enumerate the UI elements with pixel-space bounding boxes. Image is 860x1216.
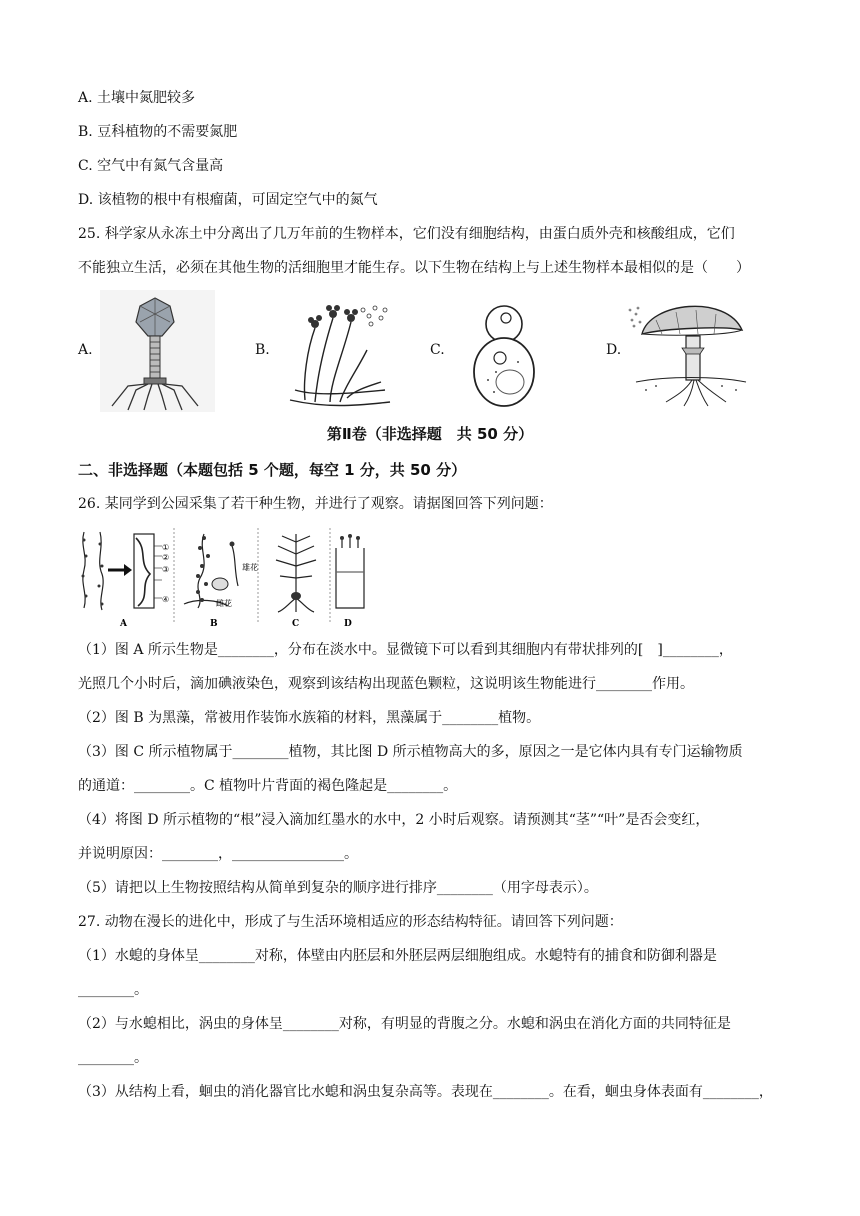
q26-s4-line2: 并说明原因：________，________________。 <box>78 846 358 862</box>
figure-number-4: ④ <box>162 595 170 604</box>
option-d: D. 该植物的根中有根瘤菌，可固定空气中的氮气 <box>78 192 378 208</box>
option-a: A. 土壤中氮肥较多 <box>78 90 196 106</box>
mold-icon <box>285 290 395 412</box>
mushroom-icon <box>626 290 754 408</box>
q25-label-c: C. <box>430 342 445 358</box>
fern-icon <box>276 534 316 612</box>
figure-text-female-flower: 雌花 <box>216 599 232 608</box>
figure-number-2: ② <box>162 553 170 562</box>
option-b: B. 豆科植物的不需要氮肥 <box>78 124 238 140</box>
q27-s3: （3）从结构上看，蛔虫的消化器官比水螅和涡虫复杂高等。表现在________。在看，蛔虫身体表面有________， <box>78 1084 773 1100</box>
q26-figure <box>78 526 368 630</box>
figure-label-d: D <box>344 619 352 629</box>
q26-s4-line1: （4）将图 D 所示植物的“根”浸入滴加红墨水的水中，2 小时后观察。请预测其“茎”“叶”是否会变红， <box>78 812 710 828</box>
q26-s3-line2: 的通道：________。C 植物叶片背面的褐色隆起是________。 <box>78 778 458 794</box>
q25-label-b: B. <box>255 342 270 358</box>
q26-s2: （2）图 B 为黑藻，常被用作装饰水族箱的材料，黑藻属于________植物。 <box>78 710 541 726</box>
section2-title: 第Ⅱ卷（非选择题 共 50 分） <box>326 425 534 443</box>
q27-s1-line1: （1）水螅的身体呈________对称，体壁由内胚层和外胚层两层细胞组成。水螅特有的捕食和防御利器是 <box>78 948 717 964</box>
q26-s3-line1: （3）图 C 所示植物属于________植物，其比图 D 所示植物高大的多，原因之一是它体内具有专门运输物质 <box>78 744 743 760</box>
q26-s1-line2: 光照几个小时后，滴加碘液染色，观察到该结构出现蓝色颗粒，这说明该生物能进行________作用。 <box>78 676 694 692</box>
bacteriophage-icon <box>100 290 215 412</box>
figure-label-a: A <box>120 619 127 629</box>
q27-intro: 27. 动物在漫长的进化中，形成了与生活环境相适应的形态结构特征。请回答下列问题： <box>78 914 623 930</box>
option-c: C. 空气中有氮气含量高 <box>78 158 224 174</box>
beaker-icon <box>336 538 364 608</box>
figure-number-1: ① <box>162 543 170 552</box>
q26-s1-line1: （1）图 A 所示生物是________，分布在淡水中。显微镜下可以看到其细胞内有带状排列的[ ]________， <box>78 642 733 658</box>
figure-number-3: ③ <box>162 565 170 574</box>
q26-s5: （5）请把以上生物按照结构从简单到复杂的顺序进行排序________（用字母表示）。 <box>78 880 598 896</box>
q25-text-line1: 25. 科学家从永冻土中分离出了几万年前的生物样本，它们没有细胞结构，由蛋白质外壳和核酸组成，它们 <box>78 226 735 242</box>
q27-s2-line1: （2）与水螅相比，涡虫的身体呈________对称，有明显的背腹之分。水螅和涡虫在消化方面的共同特征是 <box>78 1016 731 1032</box>
yeast-icon <box>466 292 544 410</box>
q25-text-line2: 不能独立生活，必须在其他生物的活细胞里才能生存。以下生物在结构上与上述生物样本最相似的是（ ） <box>78 260 750 276</box>
figure-label-b: B <box>210 619 218 629</box>
figure-label-c: C <box>292 619 300 629</box>
q26-intro: 26. 某同学到公园采集了若干种生物，并进行了观察。请据图回答下列问题： <box>78 496 553 512</box>
figure-text-male-flower: 雄花 <box>242 563 258 572</box>
q25-label-a: A. <box>78 342 93 358</box>
part2-title: 二、非选择题（本题包括 5 个题，每空 1 分，共 50 分） <box>78 461 467 479</box>
q25-label-d: D. <box>606 342 622 358</box>
q27-s1-line2: ________。 <box>78 982 148 998</box>
q27-s2-line2: ________。 <box>78 1050 148 1066</box>
